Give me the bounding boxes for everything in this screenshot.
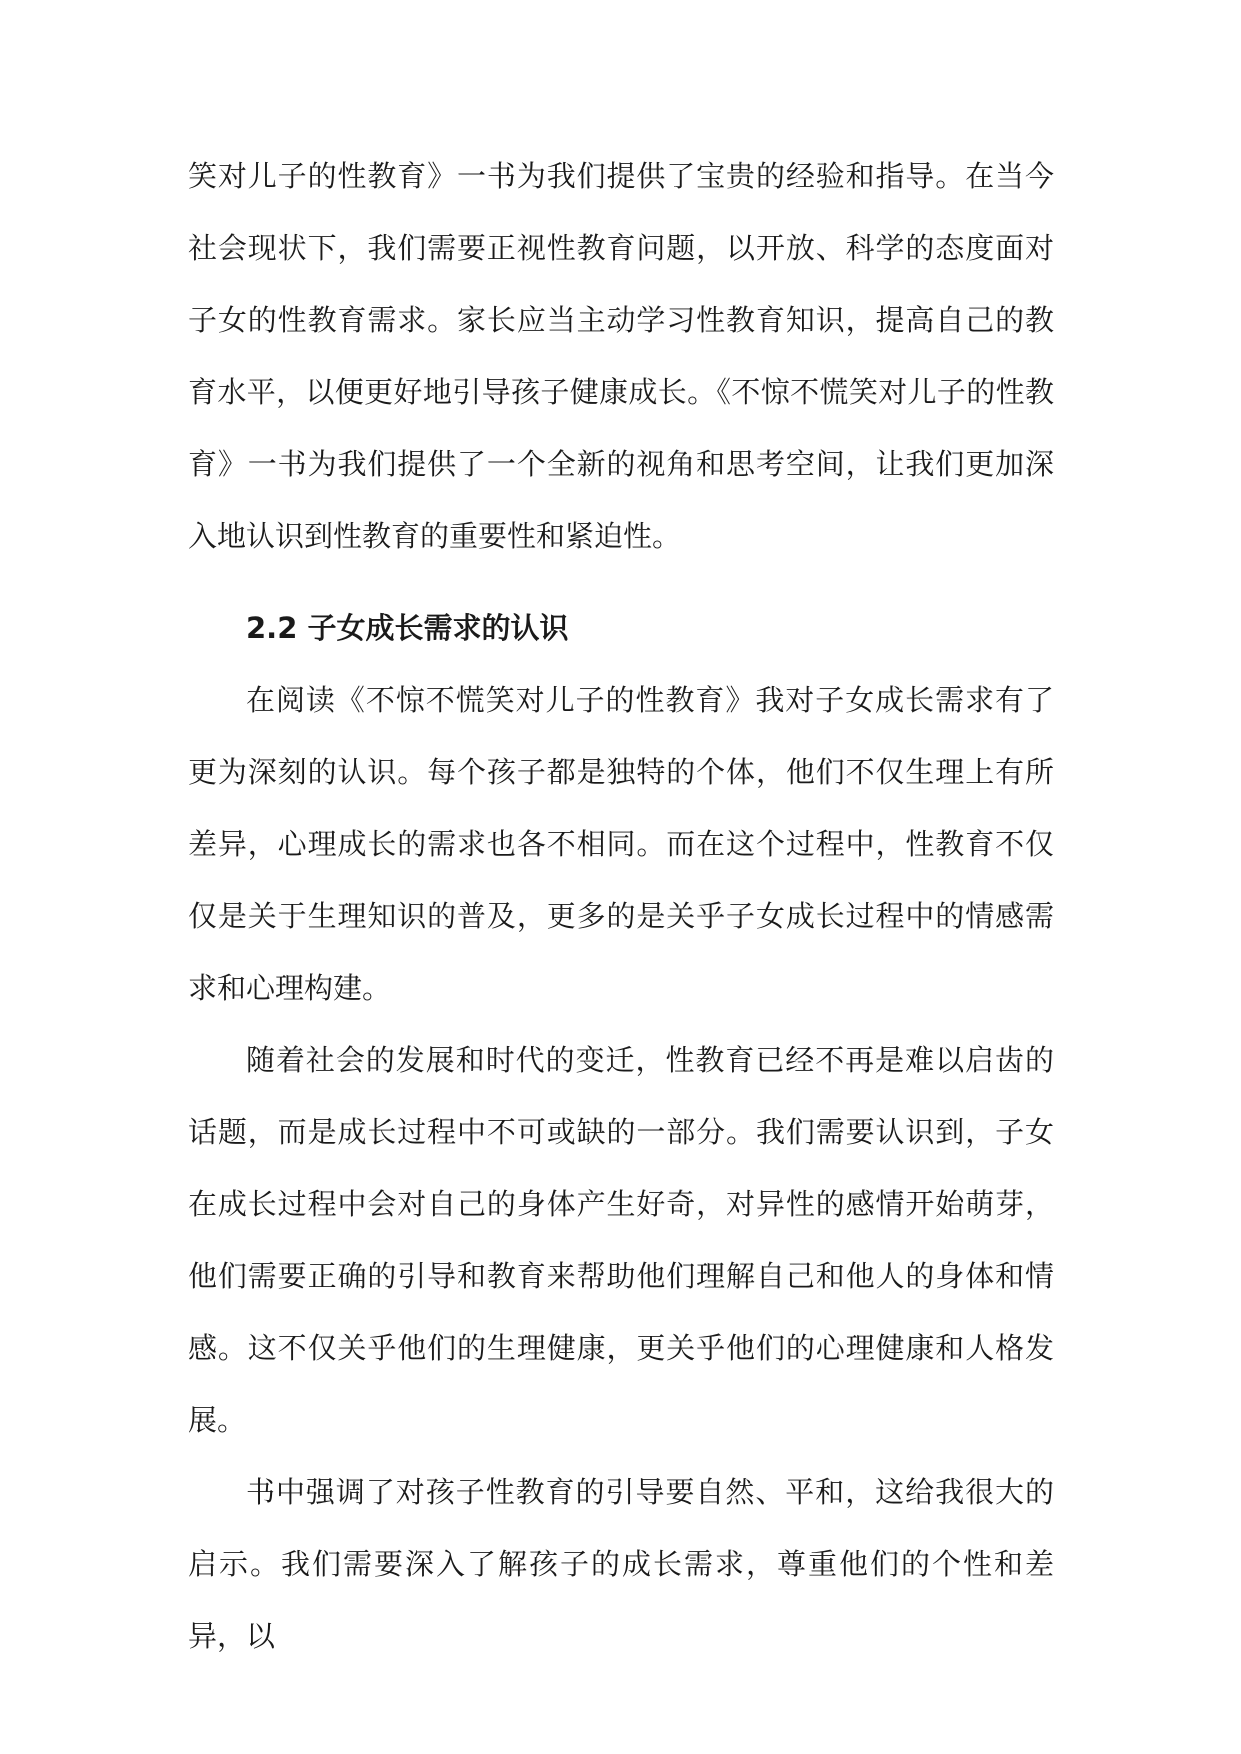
paragraph-continued: 笑对儿子的性教育》一书为我们提供了宝贵的经验和指导。在当今社会现状下，我们需要正视性教育问题，以开放、科学的态度面对子女的性教育需求。家长应当主动学习性教育知识，提高自己的教育水平，以便更好地引导孩子健康成长。《不惊不慌笑对儿子的性教育》一书为我们提供了一个全新的视角和思考空间，让我们更加深入地认识到性教育的重要性和紧迫性。 bbox=[188, 159, 1054, 553]
section-heading: 2.2 子女成长需求的认识 bbox=[246, 611, 569, 645]
paragraph: 随着社会的发展和时代的变迁，性教育已经不再是难以启齿的话题，而是成长过程中不可或缺的一部分。我们需要认识到，子女在成长过程中会对自己的身体产生好奇，对异性的感情开始萌芽，他们需要正确的引导和教育来帮助他们理解自己和他人的身体和情感。这不仅关乎他们的生理健康，更关乎他们的心理健康和人格发展。 bbox=[188, 1043, 1054, 1437]
document-body bbox=[188, 140, 1054, 1672]
paragraph: 书中强调了对孩子性教育的引导要自然、平和，这给我很大的启示。我们需要深入了解孩子的成长需求，尊重他们的个性和差异，以 bbox=[188, 1475, 1054, 1653]
paragraph: 在阅读《不惊不慌笑对儿子的性教育》我对子女成长需求有了更为深刻的认识。每个孩子都是独特的个体，他们不仅生理上有所差异，心理成长的需求也各不相同。而在这个过程中，性教育不仅仅是关于生理知识的普及，更多的是关乎子女成长过程中的情感需求和心理构建。 bbox=[188, 683, 1054, 1005]
